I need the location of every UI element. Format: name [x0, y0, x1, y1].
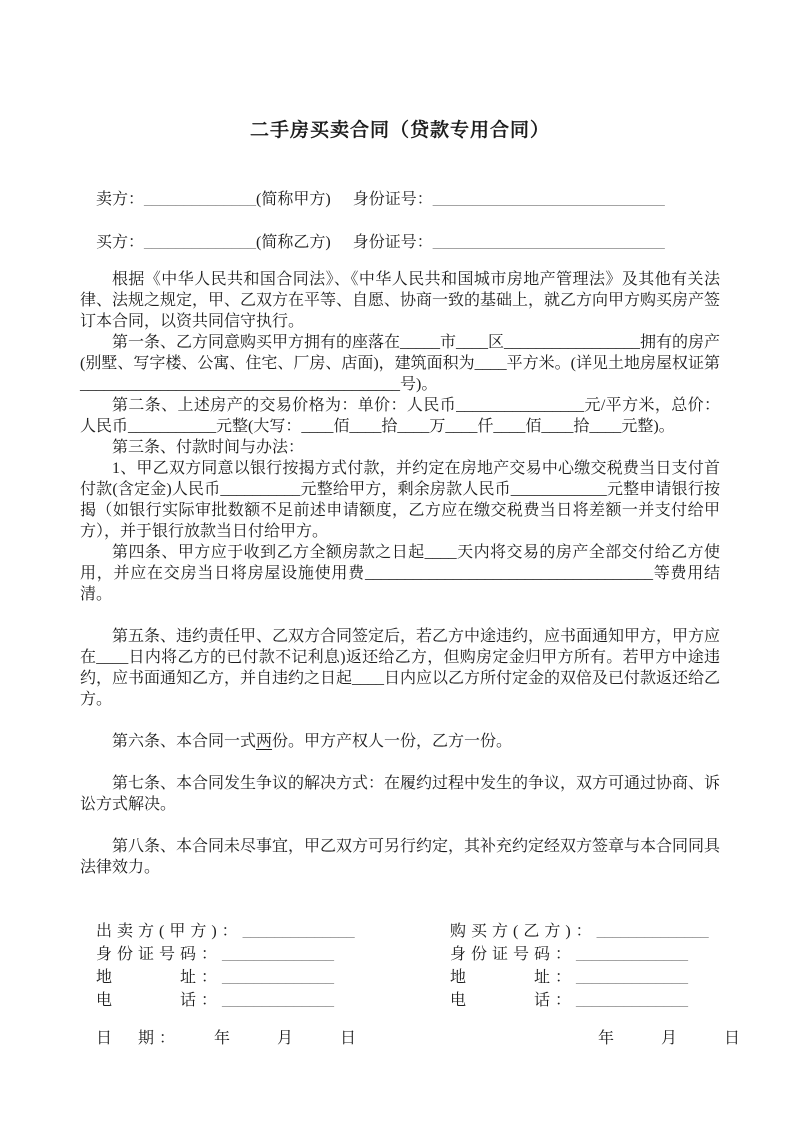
buyer-sign-id-row — [450, 944, 720, 966]
seller-sign-phone-row — [96, 990, 450, 1012]
seller-signature-column — [80, 920, 450, 1012]
buyer-sign-address-row — [450, 967, 720, 989]
buyer-sign-name-blank: ______________ — [596, 923, 709, 940]
seller-sign-name-blank: ______________ — [242, 923, 355, 940]
buyer-sign-name-label: 购买方(乙方)： — [450, 923, 597, 940]
article-5-paragraph: 第五条、违约责任甲、乙双方合同签定后，若乙方中途违约，应书面通知甲方，甲方应在____日内将乙方的已付款不记利息)返还给乙方，但购房定金归甲方所有。若甲方中途违约，应书面通知乙方，并自违约之日起____日内应以乙方所付定金的双倍及已付款返还给乙方。 — [80, 628, 721, 708]
buyer-sign-address-blank: ______________ — [576, 969, 689, 986]
article-4-paragraph: 第四条、甲方应于收到乙方全额房款之日起____天内将交易的房产全部交付给乙方使用，并应在交房当日将房屋设施使用费____________________________________等费用结清。 — [80, 544, 720, 603]
date-section — [80, 1028, 746, 1050]
buyer-label: 买方： — [96, 234, 145, 251]
article-8-paragraph: 第八条、本合同未尽事宜，甲乙双方可另行约定，其补充约定经双方签章与本合同同具法律效力。 — [80, 838, 721, 876]
buyer-id-label: 身份证号： — [352, 234, 433, 251]
article-1-paragraph: 第一条、乙方同意购买甲方拥有的座落在_____市____区_________________拥有的房产(别墅、写字楼、公寓、住宅、厂房、店面)，建筑面积为____平方米。(详见土地房屋权证第________________________________________号)。 — [80, 334, 721, 393]
article-3-heading: 第三条、付款时间与办法： — [112, 439, 305, 456]
article-6-underlined-word: 两 — [256, 733, 273, 750]
buyer-id-blank: _____________________________ — [432, 234, 665, 251]
article-6-pre: 第六条、本合同一式 — [112, 733, 257, 750]
article-3-item-1: 1、甲乙双方同意以银行按揭方式付款，并约定在房地产交易中心缴交税费当日支付首付款(含定金)人民币__________元整给甲方，剩余房款人民币____________元整申请银行按揭（如银行实际审批数额不足前述申请额度，乙方应在缴交税费当日将差额一并支付给甲方），并于银行放款当日付给甲方。 — [80, 460, 720, 540]
buyer-sign-address-label: 地 址： — [450, 969, 577, 986]
seller-sign-phone-label: 电 话： — [96, 992, 223, 1009]
seller-sign-phone-blank: ______________ — [222, 992, 335, 1009]
seller-sign-address-row — [96, 967, 450, 989]
article-6-post: 份。甲方产权人一份，乙方一份。 — [272, 733, 513, 750]
buyer-sign-phone-blank: ______________ — [576, 992, 689, 1009]
buyer-sign-id-blank: ______________ — [576, 946, 689, 963]
seller-sign-address-blank: ______________ — [222, 969, 335, 986]
buyer-sign-phone-row — [450, 990, 720, 1012]
intro-paragraph: 根据《中华人民共和国合同法》、《中华人民共和国城市房地产管理法》及其他有关法律、法规之规定，甲、乙双方在平等、自愿、协商一致的基础上，就乙方向甲方购买房产签订本合同，以资共同信守执行。 — [80, 271, 721, 330]
seller-sign-id-label: 身份证号码： — [96, 946, 223, 963]
buyer-sign-id-label: 身份证号码： — [450, 946, 577, 963]
seller-sign-name-label: 出卖方(甲方)： — [96, 923, 243, 940]
seller-name-blank: ______________ — [144, 191, 257, 208]
seller-id-label: 身份证号： — [352, 191, 433, 208]
buyer-alias: (简称乙方) — [256, 234, 331, 251]
buyer-sign-phone-label: 电 话： — [450, 992, 577, 1009]
seller-alias: (简称甲方) — [256, 191, 331, 208]
seller-sign-id-blank: ______________ — [222, 946, 335, 963]
seller-id-blank: _____________________________ — [432, 191, 665, 208]
article-6-paragraph — [80, 731, 720, 752]
buyer-name-blank: ______________ — [144, 234, 257, 251]
buyer-date-line: 年 月 日 — [598, 1030, 746, 1047]
seller-sign-address-label: 地 址： — [96, 969, 223, 986]
seller-label: 卖方： — [96, 191, 145, 208]
signature-section — [80, 920, 720, 1012]
article-2-paragraph: 第二条、上述房产的交易价格为：单价：人民币________________元/平方米，总价：人民币___________元整(大写：____佰____拾____万____仟____佰____拾____元整)。 — [80, 397, 720, 435]
document-title: 二手房买卖合同（贷款专用合同） — [249, 120, 550, 141]
contract-body — [0, 189, 800, 1050]
buyer-row — [80, 232, 720, 253]
seller-date-line: 日 期： 年 月 日 — [96, 1030, 362, 1047]
article-7-paragraph: 第七条、本合同发生争议的解决方式：在履约过程中发生的争议，双方可通过协商、诉讼方式解决。 — [80, 775, 721, 813]
seller-sign-id-row — [96, 944, 450, 966]
seller-sign-name-row — [96, 921, 450, 943]
buyer-signature-column — [450, 920, 720, 1012]
seller-row — [80, 189, 720, 210]
buyer-sign-name-row — [450, 921, 720, 943]
